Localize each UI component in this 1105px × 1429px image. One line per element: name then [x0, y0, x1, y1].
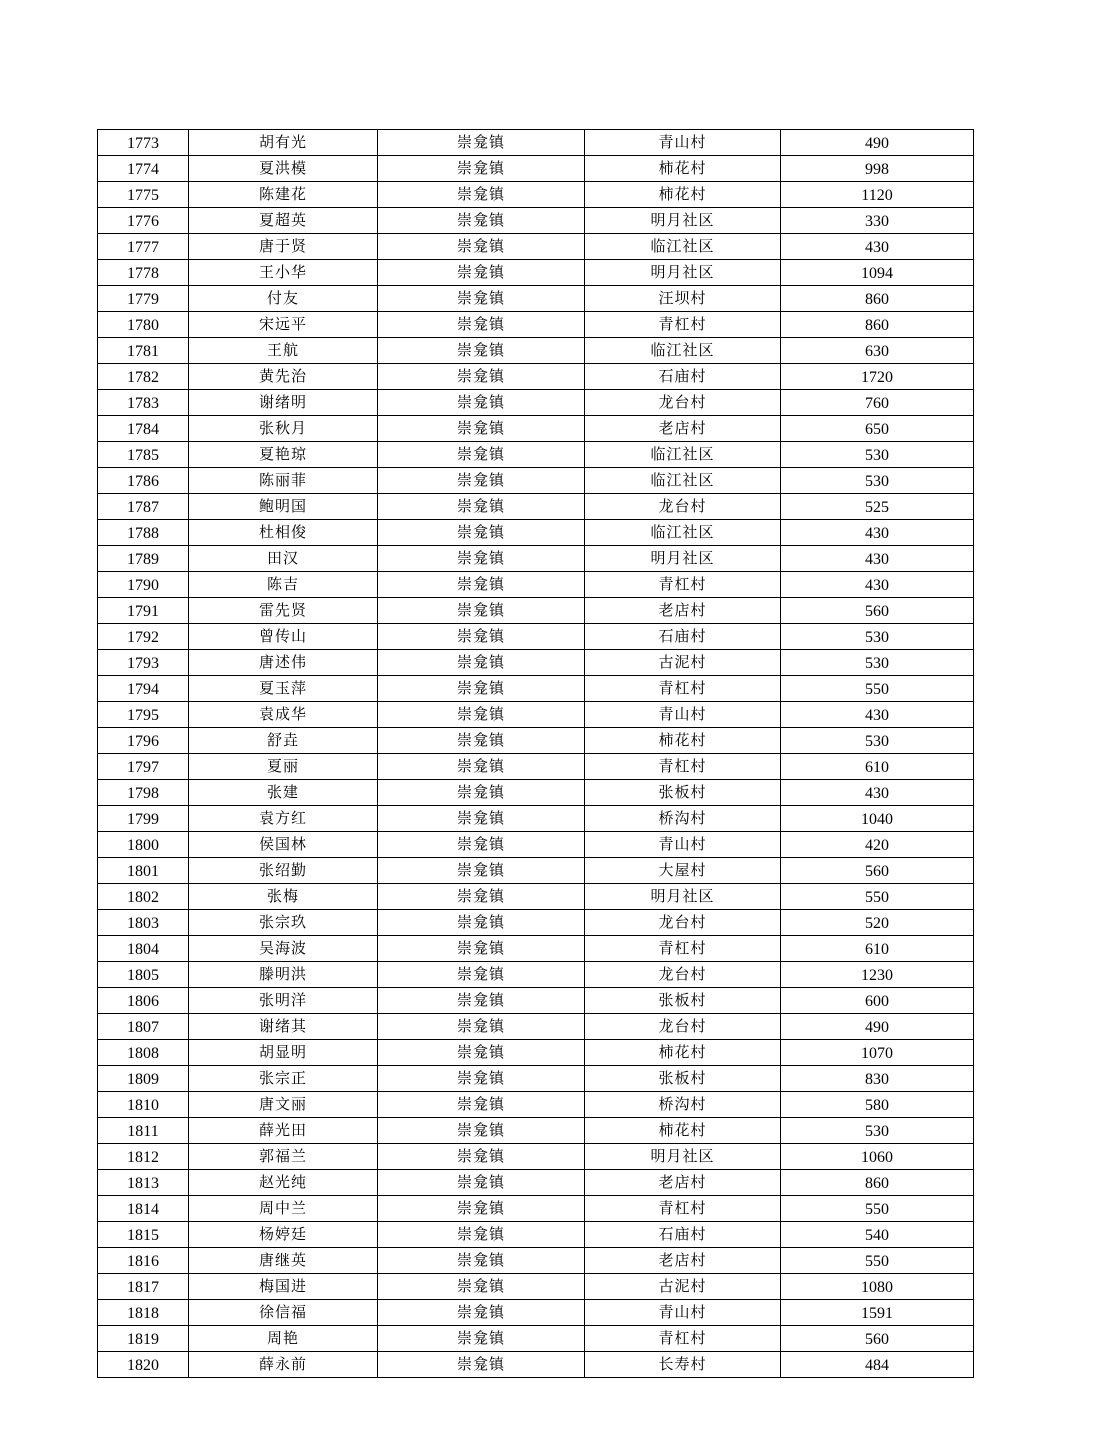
amount-cell: 430: [781, 520, 974, 546]
serial-number-cell: 1776: [98, 208, 189, 234]
village-cell: 桥沟村: [585, 806, 781, 832]
town-cell: 崇龛镇: [378, 364, 585, 390]
name-cell: 宋远平: [189, 312, 378, 338]
serial-number-cell: 1804: [98, 936, 189, 962]
serial-number-cell: 1819: [98, 1326, 189, 1352]
table-row: [98, 286, 974, 312]
serial-number-cell: 1794: [98, 676, 189, 702]
town-cell: 崇龛镇: [378, 1144, 585, 1170]
village-cell: 明月社区: [585, 1144, 781, 1170]
table-row: [98, 884, 974, 910]
serial-number-cell: 1814: [98, 1196, 189, 1222]
table-row: [98, 1066, 974, 1092]
serial-number-cell: 1813: [98, 1170, 189, 1196]
village-cell: 石庙村: [585, 1222, 781, 1248]
village-cell: 大屋村: [585, 858, 781, 884]
table-row: [98, 1170, 974, 1196]
name-cell: 曾传山: [189, 624, 378, 650]
town-cell: 崇龛镇: [378, 754, 585, 780]
town-cell: 崇龛镇: [378, 910, 585, 936]
serial-number-cell: 1791: [98, 598, 189, 624]
town-cell: 崇龛镇: [378, 546, 585, 572]
name-cell: 王小华: [189, 260, 378, 286]
town-cell: 崇龛镇: [378, 182, 585, 208]
town-cell: 崇龛镇: [378, 1326, 585, 1352]
table-row: [98, 390, 974, 416]
table-row: [98, 962, 974, 988]
serial-number-cell: 1802: [98, 884, 189, 910]
name-cell: 黄先治: [189, 364, 378, 390]
name-cell: 侯国林: [189, 832, 378, 858]
amount-cell: 560: [781, 1326, 974, 1352]
amount-cell: 490: [781, 130, 974, 156]
name-cell: 吴海波: [189, 936, 378, 962]
serial-number-cell: 1780: [98, 312, 189, 338]
name-cell: 张建: [189, 780, 378, 806]
town-cell: 崇龛镇: [378, 572, 585, 598]
amount-cell: 650: [781, 416, 974, 442]
village-cell: 青杠村: [585, 1326, 781, 1352]
town-cell: 崇龛镇: [378, 1014, 585, 1040]
amount-cell: 1040: [781, 806, 974, 832]
table-row: [98, 1352, 974, 1378]
name-cell: 张明洋: [189, 988, 378, 1014]
town-cell: 崇龛镇: [378, 1066, 585, 1092]
village-cell: 柿花村: [585, 1118, 781, 1144]
serial-number-cell: 1817: [98, 1274, 189, 1300]
amount-cell: 1591: [781, 1300, 974, 1326]
name-cell: 夏艳琼: [189, 442, 378, 468]
name-cell: 周中兰: [189, 1196, 378, 1222]
town-cell: 崇龛镇: [378, 494, 585, 520]
town-cell: 崇龛镇: [378, 260, 585, 286]
table-row: [98, 1144, 974, 1170]
table-row: [98, 1326, 974, 1352]
name-cell: 唐文丽: [189, 1092, 378, 1118]
serial-number-cell: 1801: [98, 858, 189, 884]
town-cell: 崇龛镇: [378, 520, 585, 546]
serial-number-cell: 1782: [98, 364, 189, 390]
name-cell: 谢绪其: [189, 1014, 378, 1040]
name-cell: 夏玉萍: [189, 676, 378, 702]
table-row: [98, 910, 974, 936]
name-cell: 周艳: [189, 1326, 378, 1352]
name-cell: 陈丽菲: [189, 468, 378, 494]
serial-number-cell: 1774: [98, 156, 189, 182]
village-cell: 青杠村: [585, 572, 781, 598]
town-cell: 崇龛镇: [378, 1092, 585, 1118]
town-cell: 崇龛镇: [378, 936, 585, 962]
village-cell: 青杠村: [585, 312, 781, 338]
amount-cell: 610: [781, 754, 974, 780]
village-cell: 柿花村: [585, 156, 781, 182]
name-cell: 胡有光: [189, 130, 378, 156]
table-row: [98, 1040, 974, 1066]
amount-cell: 550: [781, 1248, 974, 1274]
table-row: [98, 364, 974, 390]
amount-cell: 430: [781, 780, 974, 806]
name-cell: 夏丽: [189, 754, 378, 780]
amount-cell: 610: [781, 936, 974, 962]
town-cell: 崇龛镇: [378, 598, 585, 624]
serial-number-cell: 1797: [98, 754, 189, 780]
town-cell: 崇龛镇: [378, 624, 585, 650]
amount-cell: 860: [781, 1170, 974, 1196]
table-row: [98, 182, 974, 208]
village-cell: 石庙村: [585, 364, 781, 390]
amount-cell: 430: [781, 702, 974, 728]
town-cell: 崇龛镇: [378, 780, 585, 806]
town-cell: 崇龛镇: [378, 962, 585, 988]
village-cell: 柿花村: [585, 182, 781, 208]
table-row: [98, 1196, 974, 1222]
amount-cell: 530: [781, 1118, 974, 1144]
name-cell: 张宗正: [189, 1066, 378, 1092]
table-row: [98, 312, 974, 338]
village-cell: 老店村: [585, 598, 781, 624]
amount-cell: 1094: [781, 260, 974, 286]
amount-cell: 550: [781, 884, 974, 910]
table-row: [98, 1014, 974, 1040]
serial-number-cell: 1773: [98, 130, 189, 156]
village-cell: 临江社区: [585, 468, 781, 494]
town-cell: 崇龛镇: [378, 390, 585, 416]
amount-cell: 998: [781, 156, 974, 182]
name-cell: 唐于贤: [189, 234, 378, 260]
serial-number-cell: 1818: [98, 1300, 189, 1326]
table-row: [98, 988, 974, 1014]
village-cell: 龙台村: [585, 494, 781, 520]
village-cell: 桥沟村: [585, 1092, 781, 1118]
amount-cell: 530: [781, 468, 974, 494]
name-cell: 付友: [189, 286, 378, 312]
amount-cell: 525: [781, 494, 974, 520]
serial-number-cell: 1810: [98, 1092, 189, 1118]
name-cell: 唐述伟: [189, 650, 378, 676]
name-cell: 夏洪模: [189, 156, 378, 182]
serial-number-cell: 1809: [98, 1066, 189, 1092]
village-cell: 青山村: [585, 702, 781, 728]
town-cell: 崇龛镇: [378, 832, 585, 858]
amount-cell: 860: [781, 286, 974, 312]
table-row: [98, 1222, 974, 1248]
table-row: [98, 572, 974, 598]
serial-number-cell: 1806: [98, 988, 189, 1014]
amount-cell: 860: [781, 312, 974, 338]
village-cell: 青杠村: [585, 754, 781, 780]
town-cell: 崇龛镇: [378, 702, 585, 728]
serial-number-cell: 1796: [98, 728, 189, 754]
serial-number-cell: 1781: [98, 338, 189, 364]
name-cell: 薛永前: [189, 1352, 378, 1378]
serial-number-cell: 1795: [98, 702, 189, 728]
town-cell: 崇龛镇: [378, 208, 585, 234]
amount-cell: 600: [781, 988, 974, 1014]
town-cell: 崇龛镇: [378, 1118, 585, 1144]
serial-number-cell: 1792: [98, 624, 189, 650]
table-row: [98, 806, 974, 832]
town-cell: 崇龛镇: [378, 468, 585, 494]
serial-number-cell: 1811: [98, 1118, 189, 1144]
name-cell: 唐继英: [189, 1248, 378, 1274]
serial-number-cell: 1789: [98, 546, 189, 572]
table-row: [98, 130, 974, 156]
town-cell: 崇龛镇: [378, 676, 585, 702]
amount-cell: 530: [781, 624, 974, 650]
town-cell: 崇龛镇: [378, 884, 585, 910]
village-cell: 柿花村: [585, 1040, 781, 1066]
name-cell: 张梅: [189, 884, 378, 910]
name-cell: 胡显明: [189, 1040, 378, 1066]
table-row: [98, 702, 974, 728]
name-cell: 杨婷廷: [189, 1222, 378, 1248]
table-row: [98, 936, 974, 962]
serial-number-cell: 1786: [98, 468, 189, 494]
amount-cell: 484: [781, 1352, 974, 1378]
village-cell: 老店村: [585, 1248, 781, 1274]
town-cell: 崇龛镇: [378, 442, 585, 468]
village-cell: 明月社区: [585, 884, 781, 910]
town-cell: 崇龛镇: [378, 988, 585, 1014]
serial-number-cell: 1787: [98, 494, 189, 520]
table-body: [98, 130, 974, 1378]
table-row: [98, 780, 974, 806]
serial-number-cell: 1779: [98, 286, 189, 312]
table-row: [98, 1274, 974, 1300]
amount-cell: 490: [781, 1014, 974, 1040]
amount-cell: 530: [781, 442, 974, 468]
amount-cell: 530: [781, 650, 974, 676]
amount-cell: 830: [781, 1066, 974, 1092]
amount-cell: 560: [781, 598, 974, 624]
village-cell: 张板村: [585, 1066, 781, 1092]
village-cell: 明月社区: [585, 546, 781, 572]
table-row: [98, 598, 974, 624]
village-cell: 龙台村: [585, 1014, 781, 1040]
serial-number-cell: 1800: [98, 832, 189, 858]
village-cell: 临江社区: [585, 442, 781, 468]
name-cell: 杜相俊: [189, 520, 378, 546]
village-cell: 汪坝村: [585, 286, 781, 312]
serial-number-cell: 1778: [98, 260, 189, 286]
name-cell: 袁方红: [189, 806, 378, 832]
name-cell: 夏超英: [189, 208, 378, 234]
amount-cell: 1080: [781, 1274, 974, 1300]
village-cell: 临江社区: [585, 338, 781, 364]
serial-number-cell: 1788: [98, 520, 189, 546]
table-row: [98, 338, 974, 364]
town-cell: 崇龛镇: [378, 1300, 585, 1326]
name-cell: 陈吉: [189, 572, 378, 598]
amount-cell: 550: [781, 1196, 974, 1222]
table-row: [98, 728, 974, 754]
name-cell: 陈建花: [189, 182, 378, 208]
town-cell: 崇龛镇: [378, 234, 585, 260]
amount-cell: 330: [781, 208, 974, 234]
table-row: [98, 624, 974, 650]
data-table: [97, 129, 974, 1378]
village-cell: 龙台村: [585, 390, 781, 416]
amount-cell: 1070: [781, 1040, 974, 1066]
table-row: [98, 1118, 974, 1144]
village-cell: 古泥村: [585, 1274, 781, 1300]
serial-number-cell: 1816: [98, 1248, 189, 1274]
name-cell: 袁成华: [189, 702, 378, 728]
name-cell: 鲍明国: [189, 494, 378, 520]
town-cell: 崇龛镇: [378, 806, 585, 832]
serial-number-cell: 1812: [98, 1144, 189, 1170]
village-cell: 青杠村: [585, 676, 781, 702]
village-cell: 张板村: [585, 988, 781, 1014]
table-row: [98, 234, 974, 260]
amount-cell: 420: [781, 832, 974, 858]
table-row: [98, 416, 974, 442]
amount-cell: 1120: [781, 182, 974, 208]
village-cell: 石庙村: [585, 624, 781, 650]
serial-number-cell: 1785: [98, 442, 189, 468]
table-row: [98, 858, 974, 884]
town-cell: 崇龛镇: [378, 416, 585, 442]
table-row: [98, 442, 974, 468]
serial-number-cell: 1777: [98, 234, 189, 260]
town-cell: 崇龛镇: [378, 650, 585, 676]
name-cell: 梅国进: [189, 1274, 378, 1300]
table-row: [98, 208, 974, 234]
serial-number-cell: 1775: [98, 182, 189, 208]
table-row: [98, 468, 974, 494]
amount-cell: 530: [781, 728, 974, 754]
serial-number-cell: 1808: [98, 1040, 189, 1066]
serial-number-cell: 1807: [98, 1014, 189, 1040]
village-cell: 老店村: [585, 1170, 781, 1196]
name-cell: 田汉: [189, 546, 378, 572]
village-cell: 青山村: [585, 832, 781, 858]
village-cell: 柿花村: [585, 728, 781, 754]
village-cell: 青山村: [585, 1300, 781, 1326]
name-cell: 张绍勤: [189, 858, 378, 884]
amount-cell: 1060: [781, 1144, 974, 1170]
name-cell: 徐信福: [189, 1300, 378, 1326]
village-cell: 青杠村: [585, 936, 781, 962]
name-cell: 雷先贤: [189, 598, 378, 624]
table-row: [98, 1300, 974, 1326]
table-row: [98, 650, 974, 676]
name-cell: 舒垚: [189, 728, 378, 754]
name-cell: 赵光纯: [189, 1170, 378, 1196]
amount-cell: 430: [781, 234, 974, 260]
amount-cell: 760: [781, 390, 974, 416]
amount-cell: 430: [781, 546, 974, 572]
village-cell: 老店村: [585, 416, 781, 442]
village-cell: 明月社区: [585, 208, 781, 234]
name-cell: 张秋月: [189, 416, 378, 442]
town-cell: 崇龛镇: [378, 130, 585, 156]
village-cell: 明月社区: [585, 260, 781, 286]
serial-number-cell: 1799: [98, 806, 189, 832]
table-row: [98, 494, 974, 520]
town-cell: 崇龛镇: [378, 1274, 585, 1300]
town-cell: 崇龛镇: [378, 312, 585, 338]
table-row: [98, 520, 974, 546]
serial-number-cell: 1820: [98, 1352, 189, 1378]
name-cell: 郭福兰: [189, 1144, 378, 1170]
village-cell: 古泥村: [585, 650, 781, 676]
amount-cell: 1720: [781, 364, 974, 390]
amount-cell: 580: [781, 1092, 974, 1118]
town-cell: 崇龛镇: [378, 1170, 585, 1196]
table-row: [98, 1092, 974, 1118]
amount-cell: 550: [781, 676, 974, 702]
amount-cell: 520: [781, 910, 974, 936]
table-row: [98, 832, 974, 858]
name-cell: 滕明洪: [189, 962, 378, 988]
amount-cell: 630: [781, 338, 974, 364]
table-row: [98, 156, 974, 182]
town-cell: 崇龛镇: [378, 1040, 585, 1066]
amount-cell: 540: [781, 1222, 974, 1248]
village-cell: 张板村: [585, 780, 781, 806]
village-cell: 长寿村: [585, 1352, 781, 1378]
town-cell: 崇龛镇: [378, 1248, 585, 1274]
name-cell: 薛光田: [189, 1118, 378, 1144]
serial-number-cell: 1790: [98, 572, 189, 598]
table-row: [98, 676, 974, 702]
town-cell: 崇龛镇: [378, 858, 585, 884]
table-row: [98, 1248, 974, 1274]
serial-number-cell: 1784: [98, 416, 189, 442]
serial-number-cell: 1815: [98, 1222, 189, 1248]
name-cell: 张宗玖: [189, 910, 378, 936]
village-cell: 临江社区: [585, 520, 781, 546]
serial-number-cell: 1793: [98, 650, 189, 676]
table-row: [98, 546, 974, 572]
serial-number-cell: 1803: [98, 910, 189, 936]
town-cell: 崇龛镇: [378, 728, 585, 754]
village-cell: 青山村: [585, 130, 781, 156]
town-cell: 崇龛镇: [378, 1222, 585, 1248]
town-cell: 崇龛镇: [378, 156, 585, 182]
serial-number-cell: 1805: [98, 962, 189, 988]
village-cell: 龙台村: [585, 910, 781, 936]
table-row: [98, 260, 974, 286]
village-cell: 临江社区: [585, 234, 781, 260]
town-cell: 崇龛镇: [378, 1196, 585, 1222]
village-cell: 龙台村: [585, 962, 781, 988]
table-row: [98, 754, 974, 780]
serial-number-cell: 1798: [98, 780, 189, 806]
amount-cell: 430: [781, 572, 974, 598]
name-cell: 王航: [189, 338, 378, 364]
amount-cell: 1230: [781, 962, 974, 988]
town-cell: 崇龛镇: [378, 286, 585, 312]
town-cell: 崇龛镇: [378, 338, 585, 364]
amount-cell: 560: [781, 858, 974, 884]
village-cell: 青杠村: [585, 1196, 781, 1222]
serial-number-cell: 1783: [98, 390, 189, 416]
town-cell: 崇龛镇: [378, 1352, 585, 1378]
name-cell: 谢绪明: [189, 390, 378, 416]
